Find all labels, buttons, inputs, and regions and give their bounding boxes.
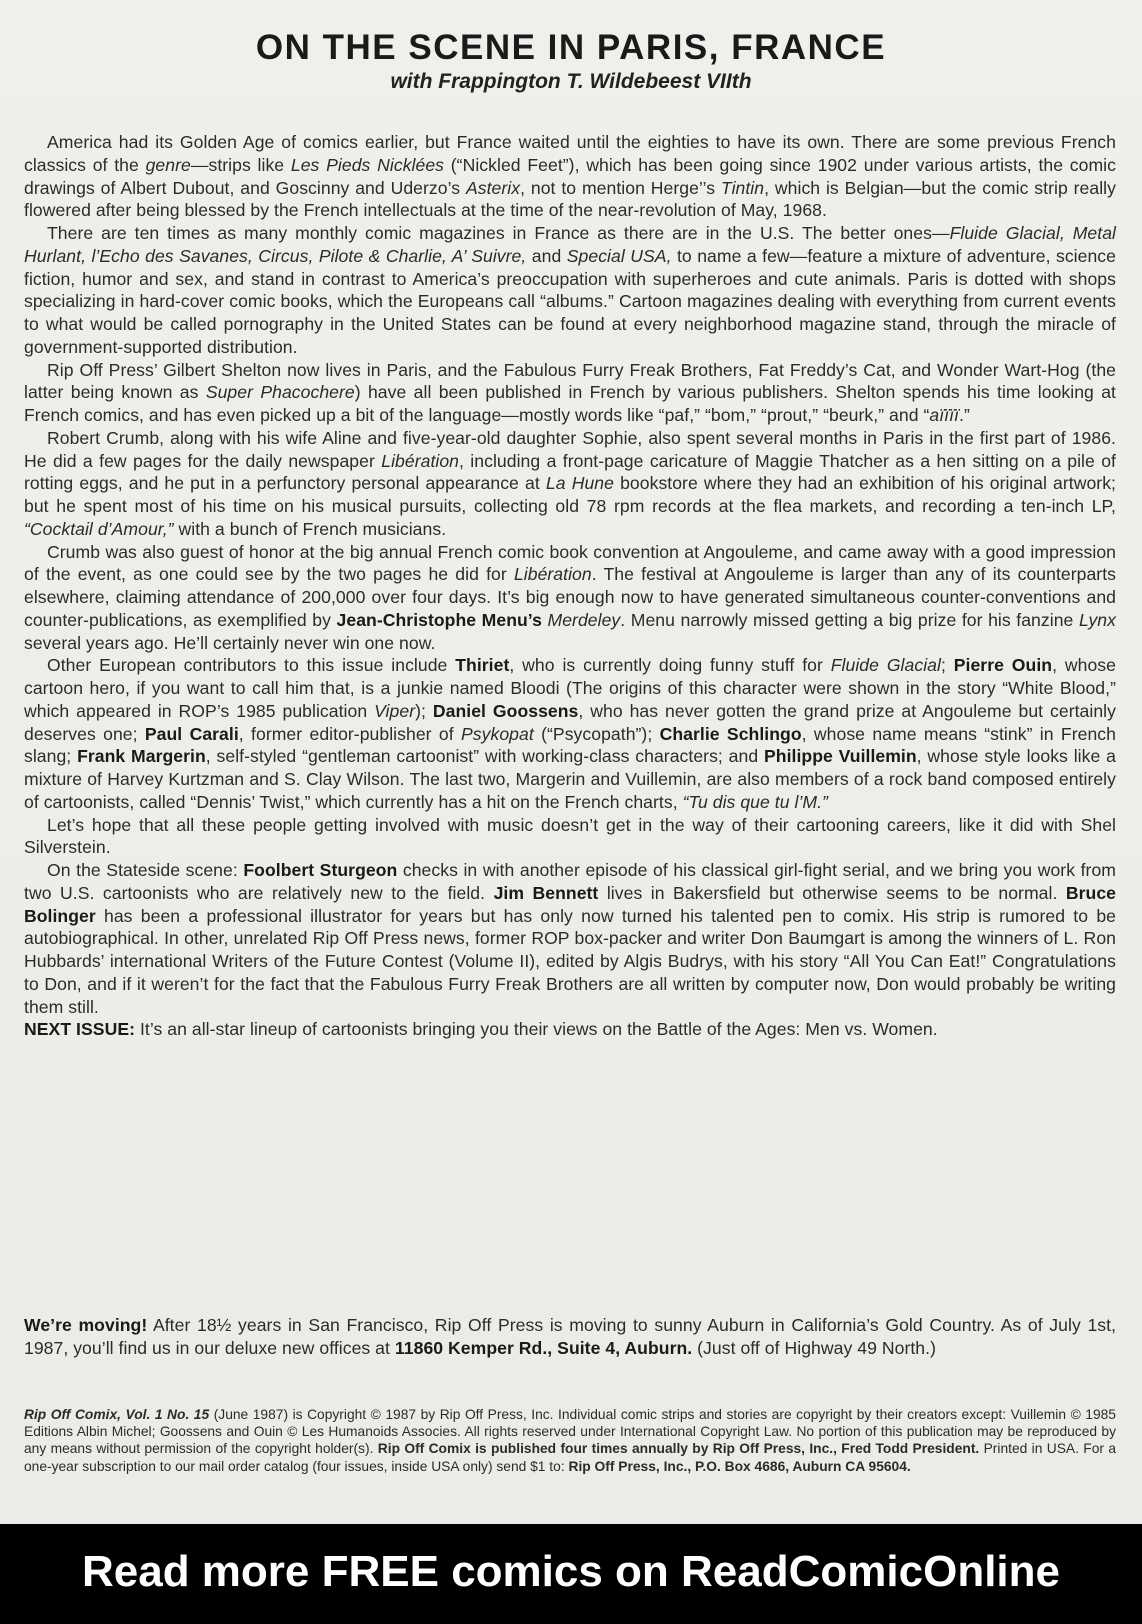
text-run: America had its Golden Age of comics earlier, but France waited until the eighties to have its own. There are some previous French classics of the [24, 132, 1116, 175]
emphasis-text: Les Pieds Nicklées [290, 154, 445, 175]
emphasis-text: Jim Bennett [493, 882, 599, 903]
emphasis-text: Fluide Glacial, Metal Hurlant, l’Echo des Savanes, Circus, Pilote & Charlie, A’ Suivre, [24, 223, 1116, 266]
emphasis-text: Asterix [465, 177, 521, 198]
article-paragraph [24, 814, 1116, 860]
text-run: , former editor-publisher of [238, 723, 461, 744]
emphasis-text: “Tu dis que tu l’M.” [682, 791, 828, 812]
emphasis-text: Daniel Goossens [432, 700, 579, 721]
emphasis-text: aïïïï [929, 405, 959, 425]
emphasis-text: NEXT ISSUE: [24, 1019, 136, 1040]
emphasis-text: Philippe Vuillemin [764, 746, 917, 767]
text-run: ; [940, 655, 954, 676]
text-run: ); [415, 700, 433, 721]
text-run: Other European contributors to this issue include [47, 655, 456, 676]
emphasis-text: Rip Off Press, Inc., P.O. Box 4686, Auburn CA 95604. [568, 1458, 911, 1474]
text-run: —strips like [190, 154, 291, 175]
text-run: Crumb was also guest of honor at the big annual French comic book convention at Angouleme, and came away with a good impression of the event, as one could see by the two pages he did for [24, 541, 1116, 585]
emphasis-text: Lynx [1078, 609, 1116, 630]
emphasis-text: Paul Carali [144, 723, 239, 744]
emphasis-text: Tintin [720, 177, 765, 198]
article-paragraph [24, 222, 1116, 359]
article-paragraph [24, 131, 1116, 222]
article-body [24, 131, 1116, 1041]
text-run: It’s an all-star lineup of cartoonists bringing you their views on the Battle of the Ages: Men vs. Women. [135, 1019, 938, 1040]
emphasis-text: La Hune [545, 473, 614, 494]
emphasis-text: Charlie Schlingo [659, 723, 802, 744]
text-run: . The festival at Angouleme is larger than any of its counterparts elsewhere, claiming attendance of 200,000 over four days. It’s big enough now to have generated simultaneous counter-conventions and counter-publications, as exemplified by [24, 564, 1117, 630]
moving-paragraph [24, 1314, 1116, 1360]
text-run: bookstore where they had an exhibition of his original artwork; but he spent most of his time on his musical pursuits, collecting old 78 rpm records at the flea markets, and recording a ten-inch LP, [24, 473, 1116, 516]
byline: with Frappington T. Wildebeest VIIth [390, 70, 752, 93]
text-run: has been a professional illustrator for years but has only now turned his talented pen to comix. His strip is rumored to be autobiographical. In other, unrelated Rip Off Press news, former ROP box-packer and writer Don Baumgart is among the winners of L. Ron Hubbards’ international Writers of the Future Contest (Volume II), edited by Algis Budrys, with his story “All You Can Eat!” Congratulations to Don, and if it weren’t for the fact that the Fabulous Furry Freak Brothers are all written by computer now, Don would probably be writing them still. [24, 905, 1116, 1017]
emphasis-text: Rip Off Comix, Vol. 1 No. 15 [24, 1407, 210, 1422]
emphasis-text: Bruce Bolinger [24, 882, 1116, 926]
article-paragraph [24, 359, 1116, 427]
text-run: Let’s hope that all these people getting involved with music doesn’t get in the way of their cartooning careers, like it did with Shel Silverstein. [24, 814, 1116, 858]
emphasis-text: Special USA, [566, 245, 672, 266]
emphasis-text: Psykopat [461, 723, 534, 744]
emphasis-text: Frank Margerin [77, 746, 206, 767]
promo-banner-text[interactable]: Read more FREE comics on ReadComicOnline [81, 1547, 1060, 1596]
emphasis-text: Rip Off Comix is published four times annually by Rip Off Press, Inc., Fred Todd President. [377, 1441, 980, 1457]
text-run: , whose cartoon hero, if you want to call him that, is a junkie named Bloodi (The origins of this character were shown in the story “White Blood,” which appeared in ROP’s 1985 publication [24, 655, 1116, 721]
emphasis-text: “Cocktail d’Amour,” [24, 518, 174, 539]
emphasis-text: Super Phacochere [205, 382, 355, 403]
text-run: to name a few—feature a mixture of adventure, science fiction, humor and sex, and stand in contrast to America’s preoccupation with superheroes and cute animals. Paris is dotted with shops specializing in hard-cover comic books, which the Europeans call “albums.” Cartoon magazines dealing with everything from current events to what would be called pornography in the United States can be found at every neighborhood magazine stand, through the miracle of government-supported distribution. [24, 245, 1116, 357]
moving-notice [24, 1314, 1116, 1360]
emphasis-text: Thiriet [455, 655, 510, 676]
text-run: lives in Bakersfield but otherwise seems to be normal. [598, 882, 1066, 903]
article-paragraph [24, 1018, 1116, 1041]
text-run: Printed in USA. For a one-year subscription to our mail order catalog (four issues, inside USA only) send $1 to: [24, 1441, 1116, 1474]
emphasis-text: Pierre Ouin [953, 655, 1053, 676]
article-paragraph [24, 541, 1116, 655]
text-run: , including a front-page caricature of Maggie Thatcher as a hen sitting on a pile of rotting eggs, and he put in a perfunctory personal appearance at [24, 450, 1116, 494]
article-paragraph [24, 654, 1116, 813]
text-run: Robert Crumb, along with his wife Aline and five-year-old daughter Sophie, also spent several months in Paris in the first part of 1986. He did a few pages for the daily newspaper [24, 427, 1116, 471]
article-paragraph [24, 427, 1116, 541]
text-run: .” [959, 405, 970, 425]
emphasis-text: genre [145, 154, 191, 175]
emphasis-text: Foolbert Sturgeon [243, 860, 398, 880]
text-run: with a bunch of French musicians. [173, 518, 447, 539]
text-run: There are ten times as many monthly comic magazines in France as there are in the U.S. The better ones— [47, 223, 950, 243]
text-run: . Menu narrowly missed getting a big prize for his fanzine [620, 609, 1079, 630]
emphasis-text: Libération [513, 564, 592, 585]
text-run: On the Stateside scene: [47, 860, 244, 880]
text-run: , whose name means “stink” in French slang; [24, 723, 1116, 767]
text-run: ) have all been published in French by various publishers. Shelton spends his time looking at French comics, and has even picked up a bit of the language—mostly words like “paf,” “bom,” “prout,” “beurk,” and “ [24, 382, 1116, 425]
page-title: ON THE SCENE IN PARIS, FRANCE [255, 28, 887, 67]
text-run: (June 1987) is Copyright © 1987 by Rip Off Press, Inc. Individual comic strips and stories are copyright by their creators except: Vuillemin © 1985 Editions Albin Michel; Goossens and Ouin © Les Humanoids Associes. All rights reserved under International Copyright Law. No portion of this publication may be reproduced by any means without permission of the copyright holder(s). [24, 1407, 1116, 1457]
text-run: , whose style looks like a mixture of Harvey Kurtzman and S. Clay Wilson. The last two, Margerin and Vuillemin, are also members of a rock band composed entirely of cartoonists, called “Dennis’ Twist,” which currently has a hit on the French charts, [24, 746, 1116, 812]
promo-banner[interactable] [0, 1524, 1142, 1624]
text-run: , who has never gotten the grand prize at Angouleme but certainly deserves one; [24, 700, 1116, 744]
text-run: several years ago. He’ll certainly never win one now. [24, 632, 436, 653]
emphasis-text: Libération [381, 450, 460, 471]
text-run: (“Psycopath”); [533, 723, 660, 744]
text-run: (Just off of Highway 49 North.) [692, 1337, 936, 1358]
text-run: (“Nickled Feet”), which has been going since 1902 under various artists, the comic drawings of Albert Dubout, and Goscinny and Uderzo’s [24, 154, 1116, 198]
emphasis-text: Viper [374, 700, 416, 721]
article-paragraph [24, 859, 1116, 1018]
text-run: , who is currently doing funny stuff for [509, 655, 831, 676]
emphasis-text: Merdeley [547, 609, 621, 630]
text-run: and [526, 245, 567, 266]
text-run: , which is Belgian—but the comic strip really flowered after being blessed by the French intellectuals at the time of the near-revolution of May, 1968. [24, 177, 1116, 221]
text-run: Rip Off Press’ Gilbert Shelton now lives in Paris, and the Fabulous Furry Freak Brothers, Fat Freddy’s Cat, and Wonder Wart-Hog (the latter being known as [24, 359, 1116, 403]
emphasis-text: Fluide Glacial [830, 655, 941, 676]
text-run: After 18½ years in San Francisco, Rip Off Press is moving to sunny Auburn in California’s Gold Country. As of July 1st, 1987, you’ll find us in our deluxe new offices at [24, 1315, 1117, 1358]
copyright-notice [24, 1406, 1116, 1475]
text-run: , not to mention Herge’’s [520, 177, 721, 198]
emphasis-text: Jean-Christophe Menu’s [336, 609, 542, 630]
text-run: , self-styled “gentleman cartoonist” with working-class characters; and [205, 746, 764, 767]
text-run: checks in with another episode of his classical girl-fight serial, and we bring you work from two U.S. cartoonists who are relatively new to the field. [24, 860, 1116, 903]
emphasis-text: We’re moving! [24, 1315, 148, 1335]
emphasis-text: 11860 Kemper Rd., Suite 4, Auburn. [394, 1337, 693, 1358]
